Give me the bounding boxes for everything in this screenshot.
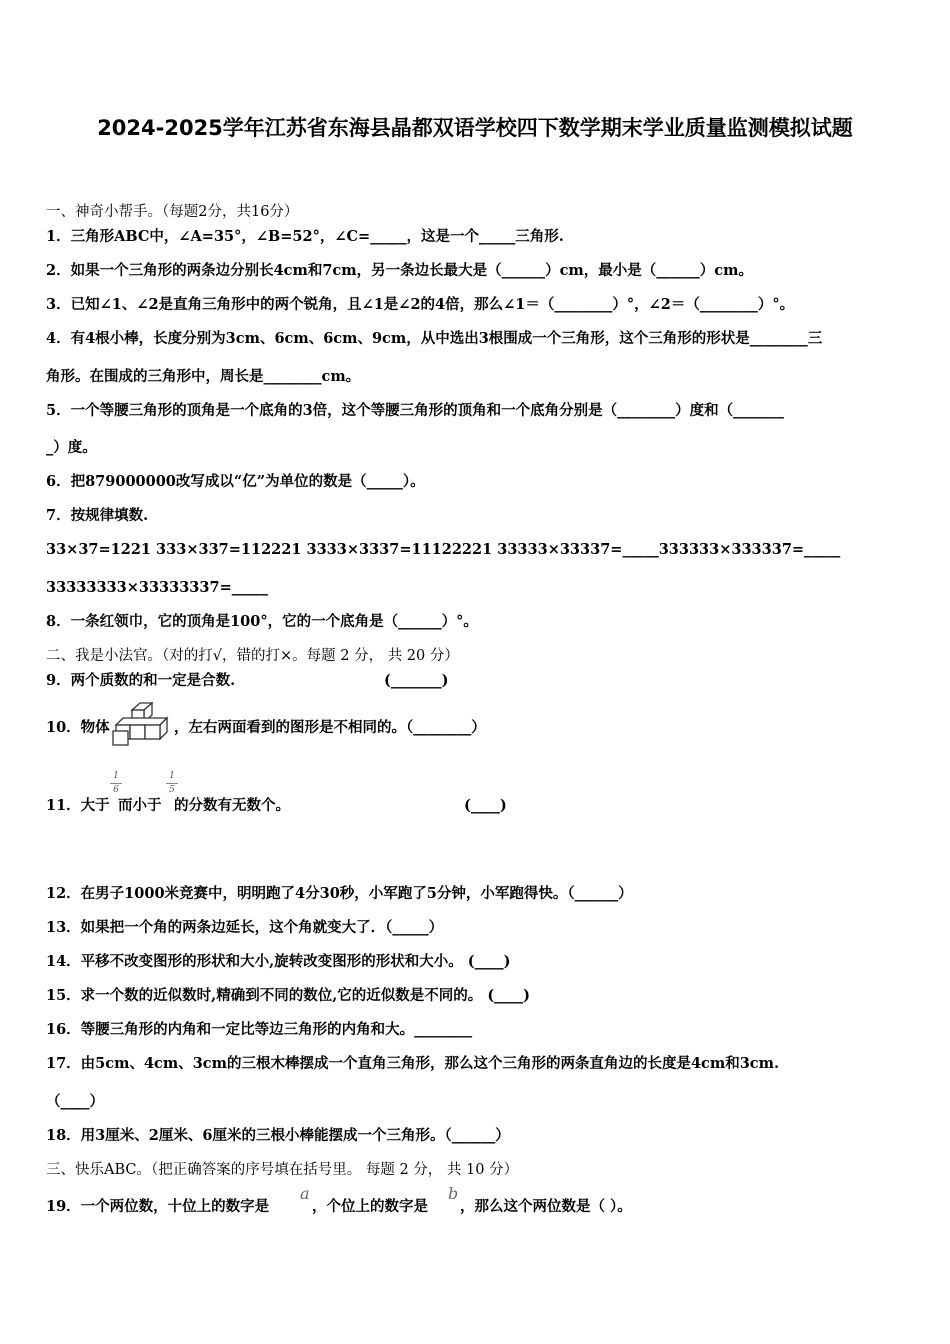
- fraction-one-sixth-numerator: 1: [113, 771, 119, 781]
- question-17-line1: 17．由5cm、4cm、3cm的三根木棒摆成一个直角三角形，那么这个三角形的两条直角边的长度是4cm和3cm.: [46, 1055, 780, 1072]
- section-3-heading: 三、快乐ABC。（把正确答案的序号填在括号里。 每题 2 分， 共 10 分）: [46, 1162, 519, 1178]
- question-7: 7．按规律填数.: [46, 507, 149, 524]
- question-15: 15．求一个数的近似数时,精确到不同的数位,它的近似数是不同的。 (____): [46, 987, 531, 1004]
- question-11-prefix: 11．大于: [46, 797, 110, 814]
- question-8: 8．一条红领巾，它的顶角是100°，它的一个底角是（______）°。: [46, 613, 478, 630]
- question-19-prefix: 19．一个两位数，十位上的数字是: [46, 1198, 270, 1215]
- question-3: 3．已知∠1、∠2是直角三角形中的两个锐角，且∠1是∠2的4倍，那么∠1＝（________）°，∠2＝（________）°。: [46, 296, 795, 313]
- question-17-line2: （____）: [46, 1093, 104, 1110]
- question-16: 16．等腰三角形的内角和一定比等边三角形的内角和大。________: [46, 1021, 473, 1038]
- section-1-heading: 一、神奇小帮手。（每题2分，共16分）: [46, 204, 299, 220]
- question-11-answer-blank: (____): [464, 797, 507, 814]
- question-11-middle: 而小于: [118, 797, 162, 814]
- question-6: 6．把879000000改写成以“亿”为单位的数是（_____）。: [46, 473, 425, 490]
- question-4-line1: 4．有4根小棒，长度分别为3cm、6cm、6cm、9cm，从中选出3根围成一个三角形，这个三角形的形状是________三: [46, 330, 823, 347]
- fraction-bar: [166, 783, 178, 784]
- question-7-sequence-1: 33×37=1221 333×337=112221 3333×3337=11122221 33333×33337=_____333333×333337=_____: [46, 541, 841, 558]
- section-2-heading: 二、我是小法官。（对的打√，错的打×。每题 2 分， 共 20 分）: [46, 648, 459, 664]
- question-7-sequence-2: 33333333×33333337=_____: [46, 579, 268, 596]
- fraction-one-fifth-denominator: 5: [169, 785, 175, 795]
- fraction-one-sixth: [110, 772, 122, 795]
- question-19-middle: ，个位上的数字是: [312, 1198, 428, 1215]
- question-18: 18．用3厘米、2厘米、6厘米的三根小棒能摆成一个三角形。（______）: [46, 1127, 510, 1144]
- question-5-line1: 5．一个等腰三角形的顶角是一个底角的3倍，这个等腰三角形的顶角和一个底角分别是（________）度和（_______: [46, 402, 784, 419]
- question-10: ，左右两面看到的图形是不相同的。（________）: [174, 719, 486, 736]
- fraction-one-fifth-numerator: 1: [169, 771, 175, 781]
- cube-stack-figure: [112, 700, 176, 746]
- question-11-suffix: 的分数有无数个。: [174, 797, 290, 814]
- question-1: 1．三角形ABC中，∠A=35°，∠B=52°，∠C=_____，这是一个_____三角形.: [46, 228, 564, 245]
- page-title: 2024-2025学年江苏省东海县晶都双语学校四下数学期末学业质量监测模拟试题: [97, 116, 853, 140]
- fraction-one-sixth-denominator: 6: [113, 785, 119, 795]
- fraction-bar: [110, 783, 122, 784]
- question-10-prefix: 10．物体: [46, 719, 110, 736]
- question-9-answer-blank: (_______): [384, 672, 449, 689]
- question-14: 14．平移不改变图形的形状和大小,旋转改变图形的形状和大小。 (____): [46, 953, 511, 970]
- question-4-line2: 角形。在围成的三角形中，周长是________cm。: [46, 368, 361, 385]
- fraction-one-fifth: [166, 772, 178, 795]
- question-5-line2: _）度。: [46, 439, 97, 456]
- question-13: 13．如果把一个角的两条边延长，这个角就变大了．（_____）: [46, 919, 444, 936]
- variable-a: a: [300, 1184, 310, 1203]
- question-9: 9．两个质数的和一定是合数.: [46, 672, 236, 689]
- variable-b: b: [448, 1184, 459, 1203]
- question-2: 2．如果一个三角形的两条边分别长4cm和7cm，另一条边长最大是（______）cm，最小是（______）cm。: [46, 262, 753, 279]
- question-12: 12．在男子1000米竞赛中，明明跑了4分30秒，小军跑了5分钟，小军跑得快。（______）: [46, 885, 633, 902]
- question-19-suffix: ，那么这个两位数是（ ）。: [460, 1198, 632, 1215]
